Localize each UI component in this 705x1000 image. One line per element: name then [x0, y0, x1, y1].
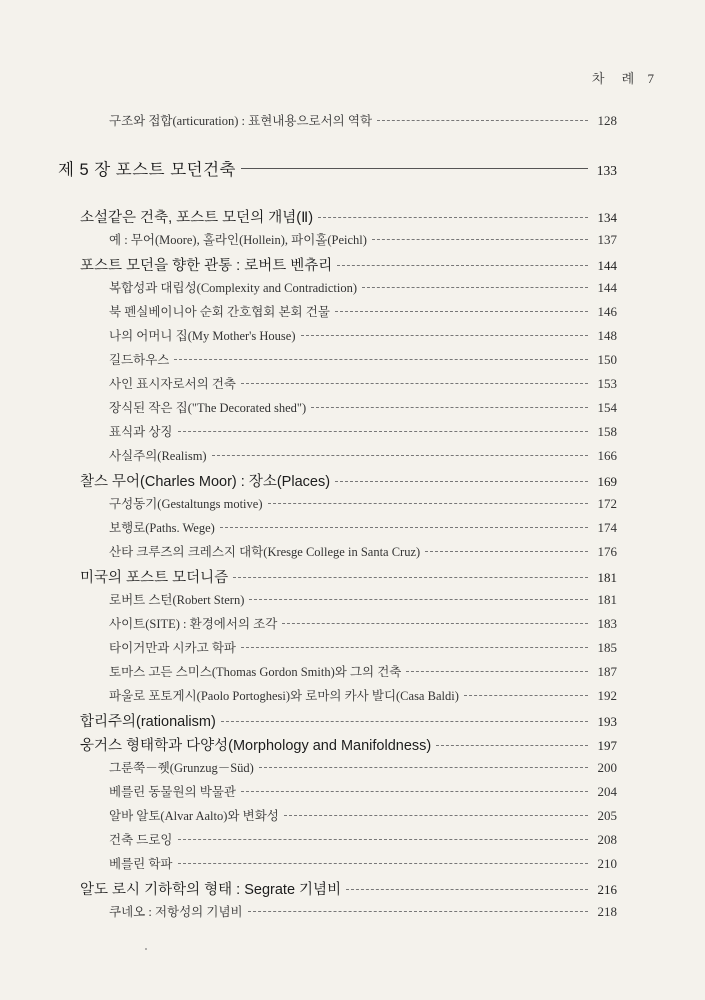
dot-leader [337, 265, 588, 266]
dot-leader [241, 383, 588, 384]
toc-page-number: 181 [597, 570, 617, 585]
dot-leader [362, 287, 588, 288]
toc-page-number: 205 [597, 808, 617, 823]
dot-leader [301, 335, 589, 336]
dot-leader [249, 599, 588, 600]
toc-page-number: 158 [597, 424, 617, 439]
rule-leader [241, 168, 588, 169]
dot-leader [248, 911, 588, 912]
toc-entry-title: 북 펜실베이니아 순회 간호협회 본회 건물 [109, 305, 330, 319]
toc-page-number: 218 [597, 904, 617, 919]
toc-page-number: 144 [597, 280, 617, 295]
dot-leader [268, 503, 589, 504]
toc-page-number: 169 [597, 474, 617, 489]
paper-speck [145, 948, 147, 950]
dot-leader [346, 889, 588, 890]
toc-entry [0, 350, 617, 368]
dot-leader [436, 745, 588, 746]
toc-page-number: 172 [597, 496, 617, 511]
dot-leader [220, 527, 588, 528]
dot-leader [259, 767, 588, 768]
toc-entry [0, 111, 617, 129]
toc-page-number: 144 [597, 258, 617, 273]
dot-leader [335, 481, 588, 482]
toc-entry [0, 782, 617, 800]
toc-page-number: 128 [597, 113, 617, 128]
toc-entry-title: 표식과 상징 [109, 425, 173, 439]
toc-entry [0, 854, 617, 872]
dot-leader [311, 407, 588, 408]
dot-leader [178, 839, 588, 840]
toc-chapter-heading [0, 156, 617, 180]
toc-entry [0, 278, 617, 296]
toc-entry-title: 구성동기(Gestaltungs motive) [109, 497, 263, 511]
toc-entry-title: 토마스 고든 스미스(Thomas Gordon Smith)와 그의 건축 [109, 665, 402, 679]
toc-page-number: 204 [597, 784, 617, 799]
toc-section-heading [0, 710, 617, 731]
toc-section-heading [0, 566, 617, 587]
header-title: 차 례 [591, 71, 642, 86]
toc-entry [0, 590, 617, 608]
toc-page-number: 208 [597, 832, 617, 847]
dot-leader [241, 647, 588, 648]
toc-entry-title: 알바 알토(Alvar Aalto)와 변화성 [109, 809, 279, 823]
toc-page-number: 187 [597, 664, 617, 679]
toc-entry-title: 장식된 작은 집("The Decorated shed") [109, 401, 307, 415]
toc-entry-title: 그룬쭉－쥇(Grunzug－Süd) [109, 761, 254, 775]
dot-leader [335, 311, 588, 312]
toc-page-number: 192 [597, 688, 617, 703]
toc-entry-title: 사실주의(Realism) [109, 449, 207, 463]
toc-entry-title: 웅거스 형태학과 다양성(Morphology and Manifoldness) [80, 738, 432, 754]
toc-entry [0, 662, 617, 680]
toc-entry [0, 830, 617, 848]
toc-page-number: 181 [597, 592, 617, 607]
toc-entry [0, 230, 617, 248]
toc-page-number: 134 [597, 210, 617, 225]
toc-entry-title: 베를린 학파 [109, 857, 173, 871]
toc-page-number: 153 [597, 376, 617, 391]
toc-entry-title: 제 5 장 포스트 모던건축 [58, 161, 236, 179]
toc-entry [0, 494, 617, 512]
toc-page-number: 137 [597, 232, 617, 247]
toc-page-number: 133 [596, 163, 617, 178]
dot-leader [372, 239, 588, 240]
toc-entry-title: 구조와 접합(articuration) : 표현내용으로서의 역학 [109, 114, 373, 128]
dot-leader [241, 791, 588, 792]
toc-entry [0, 326, 617, 344]
toc-entry-title: 사이트(SITE) : 환경에서의 조각 [109, 617, 278, 631]
toc-section-heading [0, 206, 617, 227]
toc-page-number: 174 [597, 520, 617, 535]
toc-page-number: 216 [597, 882, 617, 897]
toc-entry-title: 나의 어머니 집(My Mother's House) [109, 329, 296, 343]
toc-entry-title: 예 : 무어(Moore), 홀라인(Hollein), 파이홀(Peichl) [109, 233, 367, 247]
toc-entry [0, 758, 617, 776]
toc-entry-title: 소설같은 건축, 포스트 모던의 개념(Ⅱ) [80, 210, 314, 226]
toc-entry [0, 638, 617, 656]
toc-page-number: 185 [597, 640, 617, 655]
toc-page-number: 154 [597, 400, 617, 415]
toc-page-number: 150 [597, 352, 617, 367]
toc-section-heading [0, 254, 617, 275]
toc-entry [0, 422, 617, 440]
dot-leader [377, 120, 588, 121]
dot-leader [464, 695, 588, 696]
dot-leader [284, 815, 588, 816]
toc-entry [0, 302, 617, 320]
toc-page-number: 146 [597, 304, 617, 319]
toc-page-number: 193 [597, 714, 617, 729]
toc-entry-title: 쿠네오 : 저항성의 기념비 [109, 905, 243, 919]
toc-page-number: 197 [597, 738, 617, 753]
toc-page-number: 176 [597, 544, 617, 559]
toc-entry [0, 614, 617, 632]
toc-section-heading [0, 470, 617, 491]
dot-leader [221, 721, 588, 722]
toc-entry-title: 포스트 모던을 향한 관통 : 로버트 벤츄리 [80, 258, 333, 274]
toc-section-heading [0, 734, 617, 755]
toc-entry [0, 518, 617, 536]
dot-leader [212, 455, 588, 456]
toc-page-number: 148 [597, 328, 617, 343]
toc-entry-title: 타이거만과 시카고 학파 [109, 641, 237, 655]
toc-page-number: 200 [597, 760, 617, 775]
toc-entry-title: 복합성과 대립성(Complexity and Contradiction) [109, 281, 358, 295]
toc-entry-title: 알도 로시 기하학의 형태 : Segrate 기념비 [80, 882, 342, 898]
toc-entry [0, 398, 617, 416]
toc-page-number: 210 [597, 856, 617, 871]
toc-entry [0, 902, 617, 920]
running-header [592, 68, 655, 87]
toc-entry-title: 길드하우스 [109, 353, 170, 367]
toc-entry-title: 사인 표시자로서의 건축 [109, 377, 237, 391]
toc-entry-title: 산타 크루즈의 크레스지 대학(Kresge College in Santa Cruz) [109, 545, 421, 559]
toc-entry-title: 찰스 무어(Charles Moor) : 장소(Places) [80, 474, 331, 490]
header-page-number: 7 [647, 71, 655, 86]
toc-entry [0, 542, 617, 560]
toc-entry-title: 베를린 동물원의 박물관 [109, 785, 237, 799]
toc-page-number: 166 [597, 448, 617, 463]
dot-leader [318, 217, 588, 218]
dot-leader [233, 577, 588, 578]
toc-entry [0, 806, 617, 824]
toc-entry [0, 446, 617, 464]
dot-leader [174, 359, 588, 360]
dot-leader [282, 623, 588, 624]
toc-page-number: 183 [597, 616, 617, 631]
toc-entry-title: 미국의 포스트 모더니즘 [80, 570, 229, 586]
toc-entry [0, 686, 617, 704]
toc-entry [0, 374, 617, 392]
toc-entry-title: 로버트 스턴(Robert Stern) [109, 593, 245, 607]
toc-section-heading [0, 878, 617, 899]
toc-entry-title: 합리주의(rationalism) [80, 714, 216, 730]
dot-leader [178, 863, 588, 864]
dot-leader [406, 671, 588, 672]
toc-entry-title: 보행로(Paths. Wege) [109, 521, 215, 535]
dot-leader [425, 551, 588, 552]
dot-leader [178, 431, 588, 432]
toc-entry-title: 건축 드로잉 [109, 833, 173, 847]
toc-entry-title: 파울로 포토게시(Paolo Portoghesi)와 로마의 카사 발디(Casa Baldi) [109, 689, 459, 703]
